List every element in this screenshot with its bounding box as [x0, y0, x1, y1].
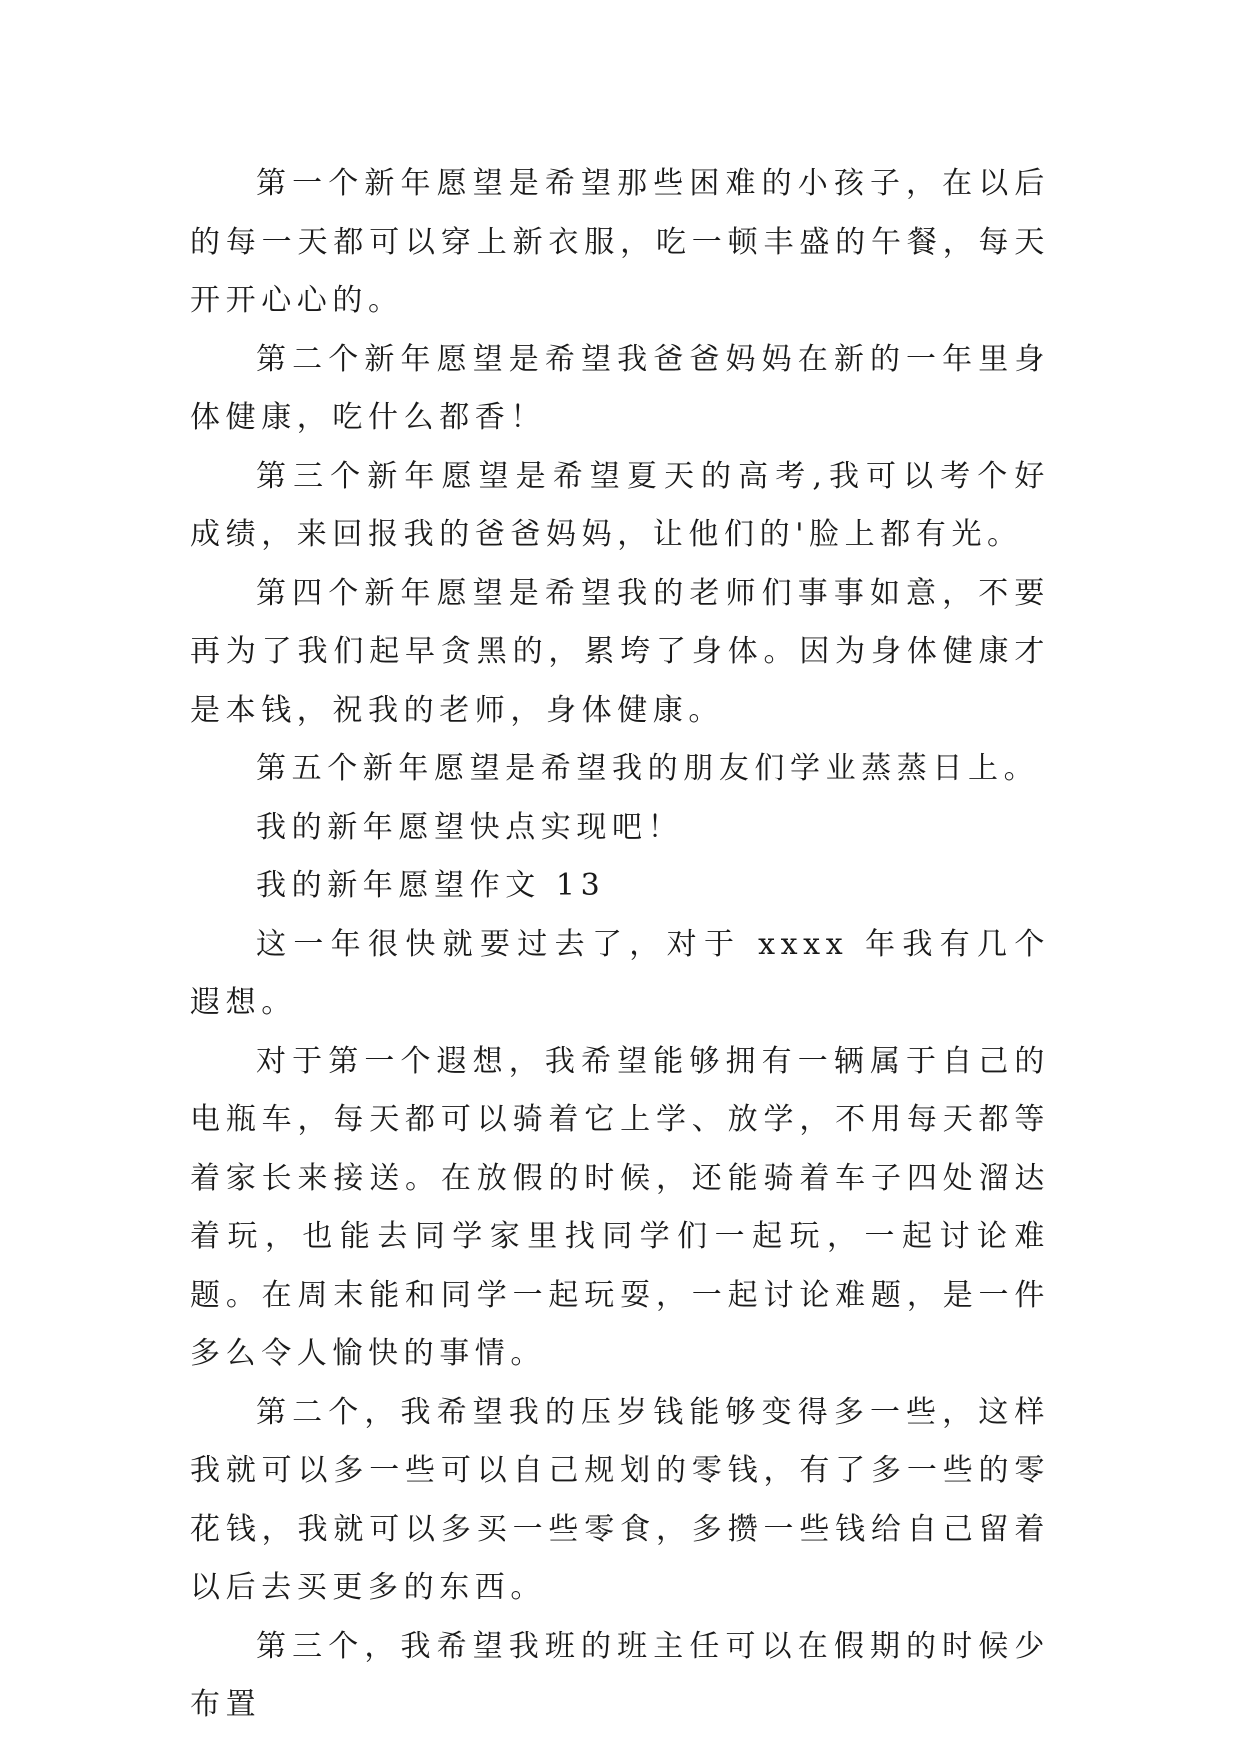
paragraph-intro: 这一年很快就要过去了，对于 xxxx 年我有几个遐想。 — [190, 926, 1050, 1020]
essay-heading: 我的新年愿望作文 13 — [256, 868, 606, 903]
document-body — [190, 155, 1050, 1735]
paragraph-dream-2: 第二个，我希望我的压岁钱能够变得多一些，这样我就可以多一些可以自己规划的零钱，有了多一些的零花钱，我就可以多买一些零食，多攒一些钱给自己留着以后去买更多的东西。 — [190, 1394, 1050, 1605]
paragraph-wish-3: 第三个新年愿望是希望夏天的高考,我可以考个好成绩，来回报我的爸爸妈妈，让他们的'脸上都有光。 — [190, 458, 1050, 552]
paragraph-wish-4: 第四个新年愿望是希望我的老师们事事如意，不要再为了我们起早贪黑的，累垮了身体。因为身体健康才是本钱，祝我的老师，身体健康。 — [190, 575, 1050, 728]
paragraph-wish-5: 第五个新年愿望是希望我的朋友们学业蒸蒸日上。 — [256, 751, 1040, 786]
paragraph-closing: 我的新年愿望快点实现吧！ — [256, 809, 684, 845]
paragraph-wish-1: 第一个新年愿望是希望那些困难的小孩子，在以后的每一天都可以穿上新衣服，吃一顿丰盛的午餐，每天开开心心的。 — [190, 166, 1050, 318]
paragraph-dream-3: 第三个，我希望我班的班主任可以在假期的时候少布置 — [190, 1628, 1050, 1722]
paragraph-dream-1: 对于第一个遐想，我希望能够拥有一辆属于自己的电瓶车，每天都可以骑着它上学、放学，不用每天都等着家长来接送。在放假的时候，还能骑着车子四处溜达着玩，也能去同学家里找同学们一起玩，一起讨论难题。在周末能和同学一起玩耍，一起讨论难题，是一件多么令人愉快的事情。 — [190, 1043, 1050, 1371]
paragraph-wish-2: 第二个新年愿望是希望我爸爸妈妈在新的一年里身体健康，吃什么都香！ — [190, 341, 1050, 435]
